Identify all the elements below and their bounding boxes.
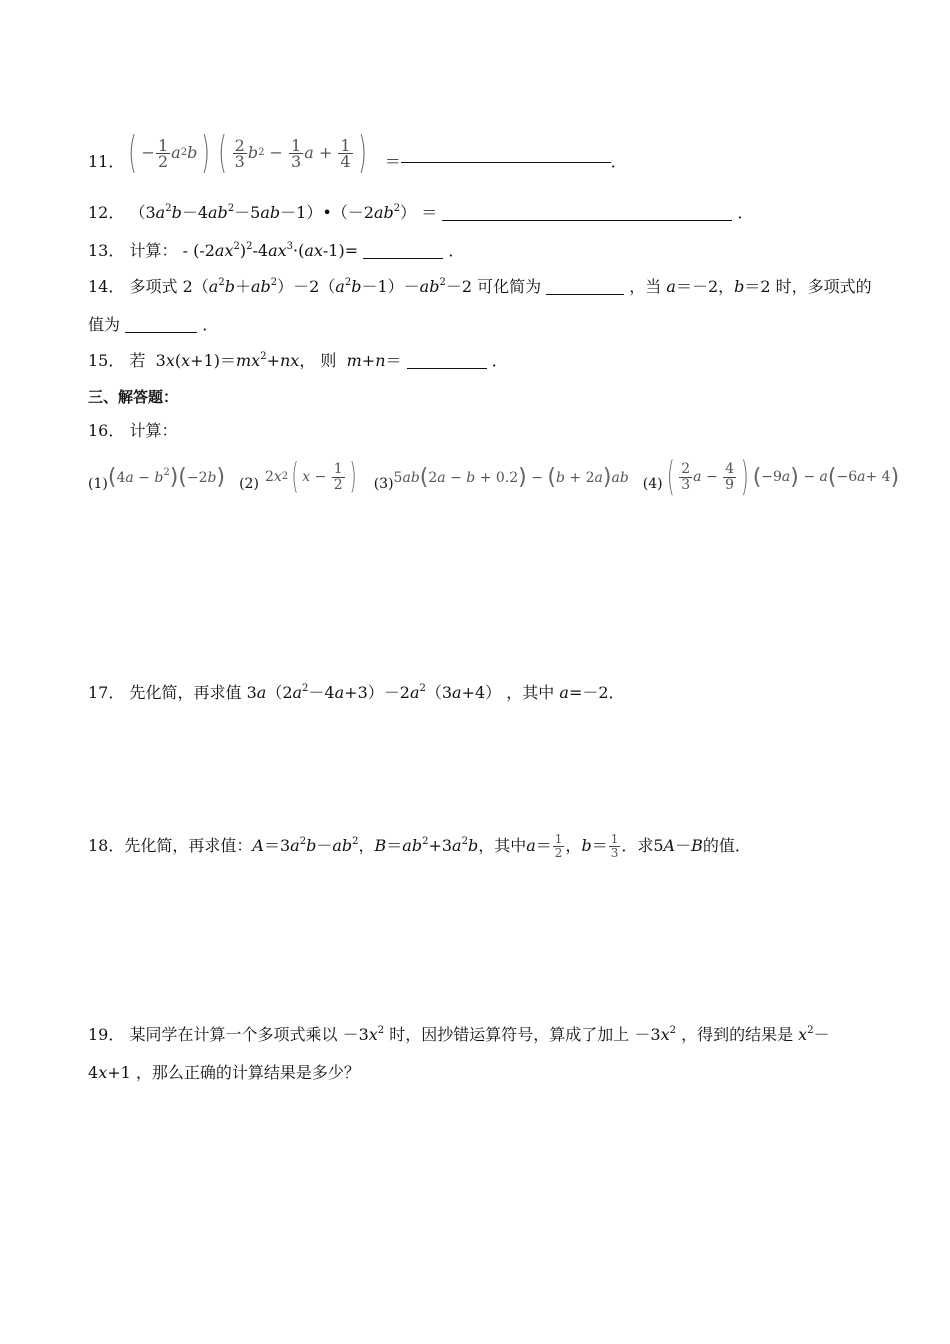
section-title: 三、解答题： bbox=[88, 388, 179, 406]
question-12: 12． $(3a^2b-4ab^2-5ab-1)•(-2ab^2)$ ＝ ． bbox=[88, 203, 754, 222]
question-number: 11． bbox=[88, 152, 125, 171]
math-expression: 5ab(2a − b + 0.2) − (b + 2a)ab bbox=[393, 464, 629, 490]
question-number: 19． bbox=[88, 1025, 125, 1044]
subitem-1: (1) $(4a - b^2)(-2b)$ bbox=[88, 464, 226, 492]
question-number: 15． bbox=[88, 351, 125, 370]
question-16-subitems bbox=[88, 455, 913, 499]
math-expression: $(4a - b^2)(-2b)$ bbox=[107, 464, 226, 490]
question-11: 11． ( − $\frac{1}{2}$ a 2 b ) ( $\frac{2}{3}$ b 2 − $\frac{1}{3}$ a + $\frac{1}{4}$ ) ＝ ． bbox=[88, 127, 627, 178]
question-16: 16． 计算： bbox=[88, 421, 178, 440]
math-expression: $3a(2a^2-4a+3)-2a^2(3a+4)$ bbox=[246, 683, 502, 702]
question-number: 14． bbox=[88, 277, 125, 296]
math-expression: ( − $\frac{1}{2}$ a 2 b ) ( $\frac{2}{3}$ b 2 − $\frac{1}{3}$ a + $\frac{1}{4}$ ) bbox=[128, 127, 367, 178]
math-expression: $(3a^2b-4ab^2-5ab-1)•(-2ab^2)$ bbox=[129, 203, 417, 222]
question-number: 16． bbox=[88, 421, 125, 440]
math-expression: 2 x 2 ( x − $\frac{1}{2}$ ) bbox=[264, 456, 357, 497]
question-14: 14． 多项式 $2(a^2b+ab^2)-2(a^2b-1)-ab^2-2$ 可化简为 ，当 a＝－2，b＝2 时，多项式的 bbox=[88, 277, 872, 296]
question-13: 13． 计算： - $(-2ax^2)^2-4ax^3\cdot(ax-1)=$ ． bbox=[88, 241, 465, 260]
question-14-line2: 值为 ． bbox=[88, 315, 219, 334]
subitem-4: (4) ( $\frac{2}{3}$ a − $\frac{4}{9}$ ) ( −9 a ) − a ( −6 a + 4 ) bbox=[642, 454, 900, 500]
answer-blank[interactable] bbox=[442, 220, 732, 221]
answer-blank[interactable] bbox=[363, 258, 443, 259]
question-number: 12． bbox=[88, 203, 125, 222]
answer-blank[interactable] bbox=[125, 332, 197, 333]
question-number: 17． bbox=[88, 683, 125, 702]
math-expression: - $(-2ax^2)^2-4ax^3\cdot(ax-1)=$ bbox=[182, 241, 359, 260]
answer-blank[interactable] bbox=[401, 162, 611, 163]
question-number: 13． bbox=[88, 241, 125, 260]
subitem-2: (2) 2 x 2 ( x − $\frac{1}{2}$ ) bbox=[239, 455, 360, 499]
question-19: 19． 某同学在计算一个多项式乘以 $-3x^2$ 时，因抄错运算符号，算成了加上 $-3x^2$ ，得到的结果是 $x^2-$ bbox=[88, 1025, 830, 1044]
subitem-3: (3) 5ab(2a − b + 0.2) − (b + 2a)ab bbox=[373, 464, 629, 492]
math-expression: $2(a^2b+ab^2)-2(a^2b-1)-ab^2-2$ bbox=[182, 277, 472, 296]
question-19-line2: 4x+1 ，那么正确的计算结果是多少？ bbox=[88, 1063, 360, 1082]
math-expression: $3x(x+1)=mx^2+nx$， bbox=[150, 351, 316, 370]
question-18: 18． 先化简，再求值： $A=3a^2b-ab^2$，$B=ab^2+3a^2b$ ，其中 a ＝ $\frac{1}{2}$ ， b ＝ $\frac{1}{3}$ ．求 5A－B 的值． bbox=[88, 831, 751, 860]
math-expression: ( $\frac{2}{3}$ a − $\frac{4}{9}$ ) ( −9 a ) − a ( −6 a + 4 ) bbox=[666, 454, 900, 500]
question-15: 15． 若 $3x(x+1)=mx^2+nx$， 则 m+n＝ ． bbox=[88, 351, 508, 370]
answer-blank[interactable] bbox=[407, 368, 487, 369]
condition: a ＝ $\frac{1}{2}$ ， b ＝ $\frac{1}{3}$ bbox=[526, 831, 619, 860]
condition: a＝－2，b＝2 bbox=[666, 277, 771, 296]
math-expression: $A=3a^2b-ab^2$，$B=ab^2+3a^2b$ bbox=[252, 836, 479, 855]
question-17: 17． 先化简，再求值 $3a(2a^2-4a+3)-2a^2(3a+4)$ ，其中 a=－2． bbox=[88, 683, 625, 702]
answer-blank[interactable] bbox=[546, 294, 624, 295]
question-number: 18． bbox=[88, 836, 125, 855]
